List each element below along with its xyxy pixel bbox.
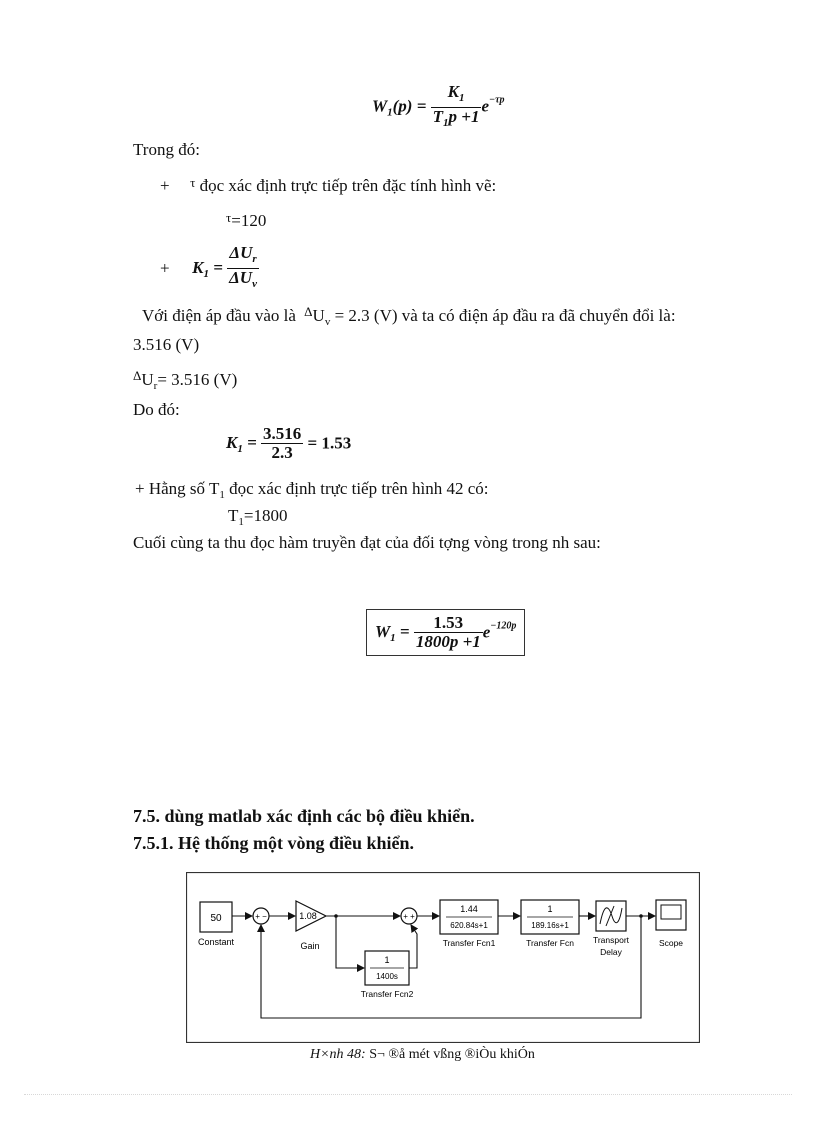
k1-calc-numerator: 3.516 bbox=[263, 424, 302, 443]
formula-w1-final bbox=[366, 609, 525, 656]
k1-calc-fraction bbox=[261, 425, 303, 462]
tau-line bbox=[160, 175, 496, 196]
sum2-signs: + + bbox=[403, 912, 415, 921]
final-formula-exponent: −120p bbox=[490, 620, 517, 632]
tf1-denominator: 620.84s+1 bbox=[450, 921, 488, 930]
caption-label: H×nh 48: bbox=[310, 1047, 366, 1062]
t1-line-rest: đọc xác định trực tiếp trên hình 42 có: bbox=[224, 479, 489, 498]
bullet-plus: + bbox=[160, 176, 170, 195]
k1-def-denominator-sub: v bbox=[252, 278, 257, 290]
t1-value bbox=[228, 506, 287, 528]
gain-value: 1.08 bbox=[299, 911, 317, 921]
final-formula-lhs: W bbox=[375, 621, 391, 641]
formula-exponent: −τp bbox=[489, 94, 505, 106]
page-bottom-divider bbox=[24, 1094, 792, 1095]
k1-def-equals: = bbox=[213, 257, 223, 277]
figure-caption bbox=[310, 1047, 535, 1063]
formula-denominator: T bbox=[432, 107, 444, 126]
k1-calc-result: = 1.53 bbox=[307, 433, 352, 453]
formula-denominator-sub: 1 bbox=[443, 117, 449, 129]
tau-value-number: =120 bbox=[231, 211, 267, 230]
branch-point-1 bbox=[334, 914, 338, 918]
delta-ur-line bbox=[133, 368, 237, 392]
delta-ur-sub: r bbox=[153, 380, 158, 392]
k1-def-numerator-sub: r bbox=[252, 253, 257, 265]
do-do-label: Do đó: bbox=[133, 400, 180, 419]
final-formula-denominator: 1800p +1 bbox=[415, 632, 481, 651]
input-u: U bbox=[312, 306, 325, 325]
tf1-numerator: 1.44 bbox=[460, 904, 478, 914]
formula-lhs: W bbox=[372, 96, 388, 116]
final-formula-lhs-sub: 1 bbox=[390, 631, 396, 644]
k1-def-lhs-sub: 1 bbox=[203, 267, 209, 280]
formula-lhs-sub: 1 bbox=[387, 106, 393, 119]
final-formula-equals: = bbox=[399, 621, 410, 641]
sum1-signs: + − bbox=[255, 912, 267, 921]
input-line-rest: = 2.3 (V) và ta có điện áp đầu ra đã chuyển đổi là: bbox=[334, 306, 676, 325]
t1-value-number: =1800 bbox=[243, 506, 288, 525]
tau-symbol: τ bbox=[190, 175, 196, 190]
t1-line-sub: 1 bbox=[219, 489, 225, 501]
tf-numerator: 1 bbox=[547, 904, 553, 914]
final-statement: Cuối cùng ta thu đọc hàm truyền đạt của đối tợng vòng trong nh sau: bbox=[133, 533, 601, 552]
delta-ur-u: U bbox=[141, 370, 154, 389]
constant-value: 50 bbox=[210, 913, 222, 924]
tf1-label: Transfer Fcn1 bbox=[442, 938, 496, 948]
formula-w1-general bbox=[372, 83, 505, 132]
formula-denominator-tail: p +1 bbox=[448, 107, 480, 126]
tf2-denominator: 1400s bbox=[376, 972, 398, 981]
bullet-plus-2: + bbox=[160, 258, 170, 278]
final-formula-numerator: 1.53 bbox=[414, 614, 483, 633]
formula-numerator: K bbox=[447, 82, 459, 101]
section-heading: 7.5. dùng matlab xác định các bộ điều khiển. bbox=[133, 806, 475, 826]
t1-value-t: T bbox=[228, 506, 239, 525]
formula-numerator-sub: 1 bbox=[458, 92, 465, 104]
tf2-label: Transfer Fcn2 bbox=[360, 989, 414, 999]
formula-exp-base: e bbox=[481, 96, 490, 116]
input-u-sub: v bbox=[324, 316, 331, 328]
tf-denominator: 189.16s+1 bbox=[531, 921, 569, 930]
t1-value-sub: 1 bbox=[238, 516, 244, 528]
delta-ur-value: = 3.516 (V) bbox=[157, 370, 238, 389]
k1-calculation bbox=[226, 425, 351, 462]
k1-calc-equals: = bbox=[247, 432, 257, 452]
constant-label: Constant bbox=[197, 937, 235, 947]
final-formula-exp-base: e bbox=[482, 622, 491, 642]
t1-line-text: + Hằng số T bbox=[135, 479, 220, 498]
input-line-text: Với điện áp đầu vào là bbox=[142, 306, 296, 325]
k1-def-denominator: ΔU bbox=[229, 268, 253, 287]
k1-calc-lhs: K bbox=[226, 432, 238, 452]
diagram-frame bbox=[187, 873, 700, 1043]
transport-delay-block[interactable] bbox=[596, 901, 626, 931]
k1-definition bbox=[160, 244, 259, 293]
subsection-heading: 7.5.1. Hệ thống một vòng điều khiển. bbox=[133, 833, 415, 853]
k1-calc-lhs-sub: 1 bbox=[237, 442, 243, 455]
k1-def-lhs: K bbox=[192, 257, 204, 277]
input-delta: Δ bbox=[304, 304, 313, 319]
caption-text: S¬ ®å mét vßng ®iÒu khiÓn bbox=[365, 1047, 535, 1062]
final-formula-fraction bbox=[414, 614, 483, 651]
formula-fraction bbox=[431, 83, 482, 132]
input-voltage-line bbox=[142, 304, 676, 328]
delay-label-1: Transport bbox=[592, 935, 630, 945]
output-value-line: 3.516 (V) bbox=[133, 335, 200, 354]
k1-def-numerator: ΔU bbox=[229, 243, 253, 262]
simulink-diagram bbox=[186, 872, 700, 1043]
tf2-numerator: 1 bbox=[384, 955, 390, 965]
k1-def-fraction bbox=[227, 244, 259, 293]
formula-lhs-arg: (p) = bbox=[392, 96, 427, 116]
gain-label: Gain bbox=[300, 941, 320, 951]
delay-label-2: Delay bbox=[600, 947, 622, 957]
trong-do-label: Trong đó: bbox=[133, 140, 200, 159]
tau-value-symbol: τ bbox=[226, 210, 232, 225]
tau-description: đọc xác định trực tiếp trên đặc tính hình vẽ: bbox=[199, 176, 497, 195]
scope-screen-icon bbox=[661, 905, 681, 919]
k1-calc-denominator: 2.3 bbox=[271, 443, 293, 462]
delta-ur-delta: Δ bbox=[133, 368, 142, 383]
branch-point-2 bbox=[639, 914, 643, 918]
t1-line bbox=[135, 479, 489, 501]
tau-value bbox=[226, 210, 266, 231]
tf-label: Transfer Fcn bbox=[526, 938, 574, 948]
scope-label: Scope bbox=[658, 938, 684, 948]
